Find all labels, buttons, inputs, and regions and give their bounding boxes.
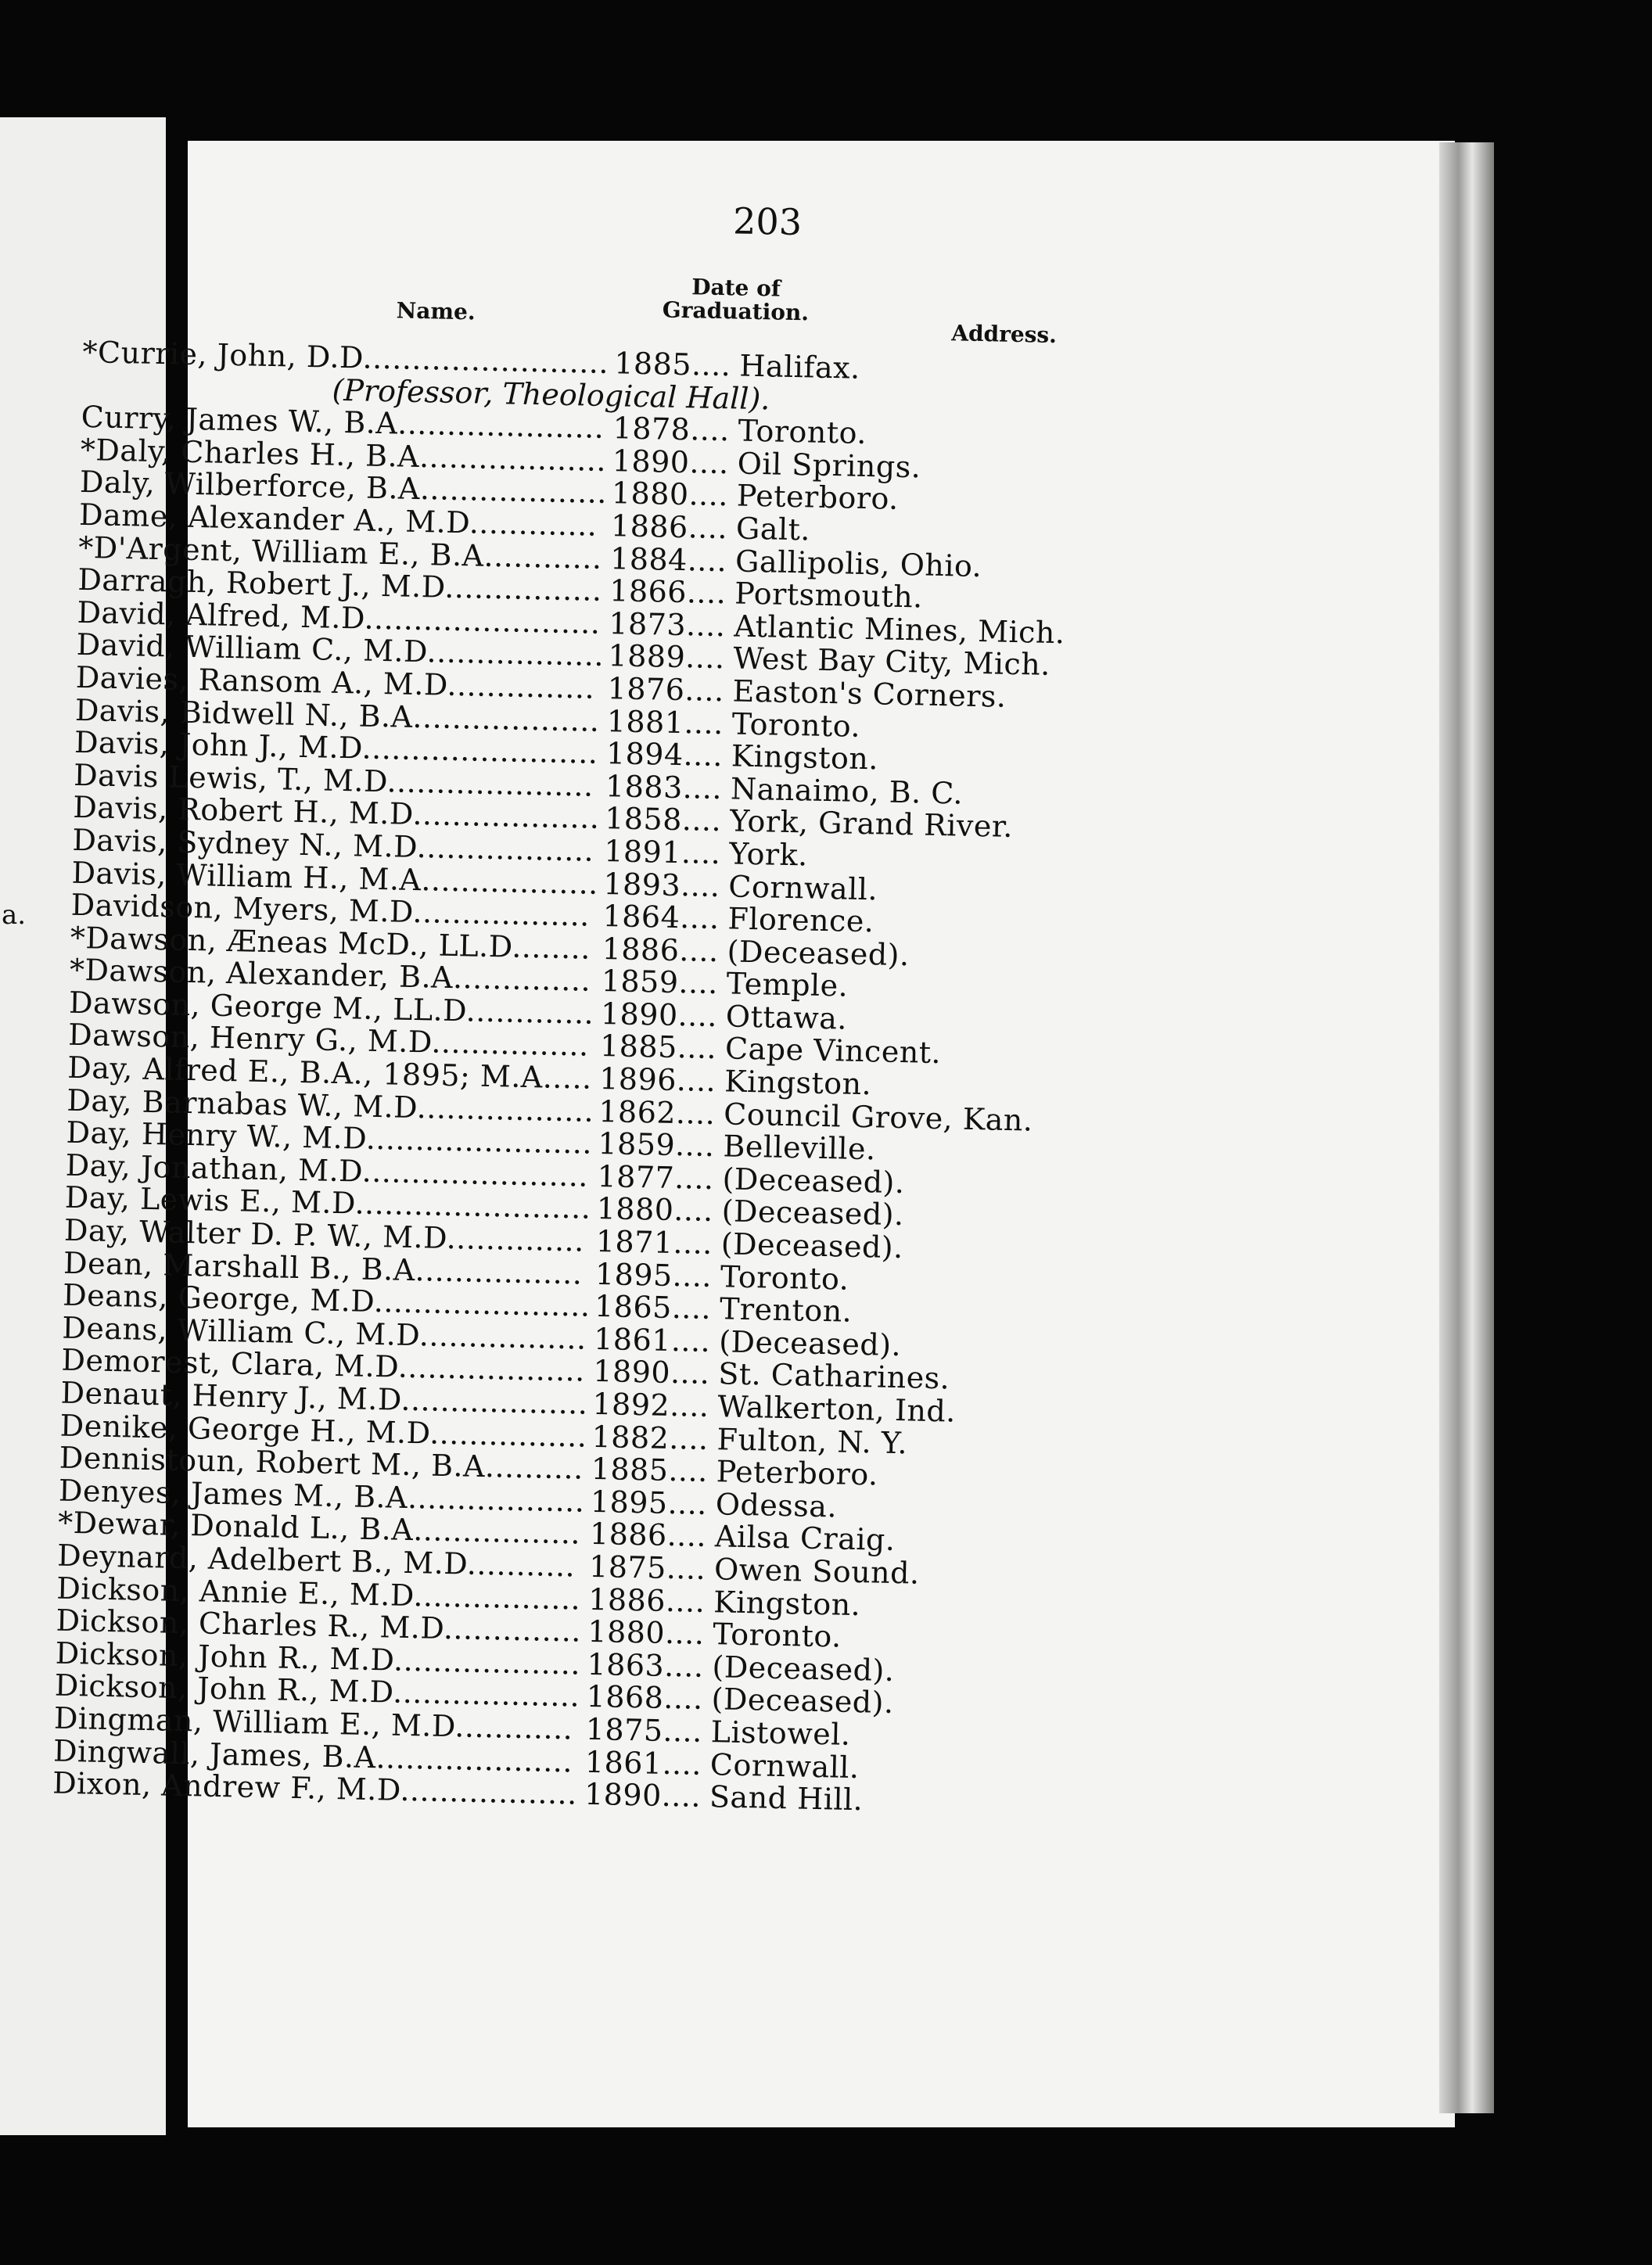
graduate-name: Dickson, Annie E., M.D................. [56, 1570, 581, 1617]
graduate-name: Curry, James W., B.A..................... [81, 400, 605, 446]
graduate-address: Trenton. [719, 1291, 853, 1330]
graduation-year: 1890.... [584, 1776, 702, 1815]
page-number: 203 [732, 199, 803, 244]
graduate-name: *Dewar, Donald L., B.A................. [57, 1506, 581, 1551]
graduate-address: Sand Hill. [709, 1779, 864, 1818]
graduate-name: Denyes, James M., B.A.................. [58, 1473, 585, 1519]
graduate-name: Denike, George H., M.D................ [59, 1408, 587, 1454]
graduation-year: 1858.... [604, 801, 722, 838]
graduation-year: 1862.... [598, 1093, 716, 1131]
graduation-year: 1882.... [591, 1419, 709, 1456]
graduation-year: 1861.... [584, 1744, 702, 1782]
graduation-year: 1871.... [595, 1223, 713, 1262]
date-header-line1: Date of [691, 274, 781, 302]
graduate-name: Dawson, Henry G., M.D................ [67, 1018, 590, 1064]
graduate-address: (Deceased). [721, 1194, 905, 1233]
graduation-year: 1886.... [587, 1581, 706, 1619]
graduation-year: 1881.... [606, 703, 724, 741]
graduate-address: (Deceased). [727, 934, 910, 972]
graduate-address: West Bay City, Mich. [733, 641, 1051, 683]
graduation-year: 1895.... [590, 1484, 708, 1521]
graduate-name: *Daly, Charles H., B.A................... [80, 432, 607, 478]
graduate-address: Kingston. [724, 1064, 872, 1102]
graduate-name: Dawson, George M., LL.D............. [68, 985, 594, 1031]
graduate-name: Dennistoun, Robert M., B.A.......... [59, 1440, 584, 1486]
graduate-name: Day, Walter D. P. W., M.D.............. [63, 1212, 585, 1258]
graduate-address: Florence. [727, 901, 874, 939]
graduate-name: Dixon, Andrew F., M.D.................. [52, 1765, 578, 1811]
graduate-address: (Deceased). [718, 1324, 902, 1362]
graduate-address: Odessa. [715, 1487, 838, 1524]
graduate-name: Deans, George, M.D...................... [62, 1277, 591, 1324]
graduation-year: 1873.... [608, 605, 726, 643]
graduate-address: Council Grove, Kan. [723, 1096, 1033, 1138]
graduate-name: Day, Henry W., M.D....................... [66, 1115, 593, 1161]
graduation-year: 1863.... [587, 1646, 705, 1684]
date-header-line2: Graduation. [662, 296, 810, 326]
graduate-name: Dickson, Charles R., M.D.............. [56, 1603, 582, 1649]
graduation-year: 1892.... [592, 1386, 709, 1424]
graduate-name: Davidson, Myers, M.D.................. [70, 887, 591, 933]
graduate-list [52, 336, 1256, 1825]
graduation-year: 1890.... [612, 443, 730, 481]
graduation-year: 1877.... [597, 1158, 715, 1196]
graduate-address: Kingston. [713, 1584, 861, 1622]
graduation-year: 1861.... [593, 1321, 711, 1359]
graduate-address: Peterboro. [736, 478, 900, 517]
graduate-name: Daly, Wilberforce, B.A................... [79, 465, 608, 511]
graduate-name: David, Alfred, M.D........................ [77, 594, 601, 641]
graduate-address: Atlantic Mines, Mich. [733, 608, 1065, 651]
graduate-name: Davies, Ransom A., M.D............... [75, 659, 595, 705]
graduate-address: Owen Sound. [713, 1552, 921, 1591]
graduation-year: 1883.... [605, 768, 723, 806]
graduate-address: Cornwall. [727, 868, 878, 906]
graduation-year: 1880.... [587, 1613, 705, 1652]
graduate-address: Fulton, N. Y. [716, 1421, 908, 1460]
graduate-name: Davis Lewis, T., M.D..................... [73, 757, 594, 803]
graduation-year: 1896.... [598, 1061, 716, 1099]
graduate-address: Cape Vincent. [724, 1031, 942, 1071]
graduate-name: Dickson, John R., M.D................... [55, 1635, 581, 1682]
graduate-address: Toronto. [738, 413, 867, 451]
graduate-name: Dean, Marshall B., B.A................. [63, 1245, 583, 1291]
graduate-name: Denaut, Henry J., M.D................... [60, 1375, 588, 1421]
graduate-address: Ottawa. [725, 999, 848, 1036]
graduate-address: Easton's Corners. [732, 673, 1007, 714]
graduate-name: Dingman, William E., M.D............ [53, 1700, 573, 1746]
graduate-name: Dingwall, James, B.A.................... [52, 1733, 573, 1779]
graduate-address: (Deceased). [711, 1682, 895, 1721]
graduate-name: Davis, Sydney N., M.D.................. [72, 822, 594, 868]
graduation-year: 1885.... [613, 346, 731, 383]
graduation-year: 1890.... [600, 996, 718, 1034]
graduation-year: 1868.... [586, 1679, 704, 1717]
graduate-address: Galt. [735, 511, 811, 547]
graduate-name: Day, Lewis E., M.D........................ [64, 1180, 591, 1226]
graduation-year: 1875.... [588, 1549, 706, 1586]
graduation-year: 1893.... [603, 866, 720, 903]
graduate-address: (Deceased). [722, 1161, 905, 1201]
graduate-name: Day, Alfred E., B.A., 1895; M.A..... [66, 1050, 593, 1096]
column-header-address: Address. [950, 320, 1058, 349]
graduation-year: 1886.... [589, 1517, 707, 1554]
graduate-address: Gallipolis, Ohio. [734, 544, 982, 583]
graduation-year: 1891.... [603, 833, 721, 871]
graduate-name: *D'Argent, William E., B.A............ [77, 529, 603, 576]
graduation-year: 1866.... [609, 573, 727, 611]
graduation-year: 1875.... [585, 1711, 703, 1749]
graduate-name: Day, Jonathan, M.D....................... [65, 1147, 589, 1194]
graduate-name: Darragh, Robert J., M.D................ [77, 562, 603, 608]
graduation-year: 1878.... [612, 411, 731, 448]
graduate-address: Cornwall. [709, 1746, 860, 1785]
graduate-name: Davis, Robert H., M.D................... [72, 790, 600, 836]
graduate-address: Kingston. [731, 738, 879, 777]
graduate-address: Toronto. [731, 705, 861, 744]
graduate-address: Portsmouth. [734, 576, 924, 615]
graduate-address: (Deceased). [712, 1649, 895, 1688]
graduation-year: 1895.... [594, 1256, 713, 1294]
graduate-address: Nanaimo, B. C. [730, 771, 964, 811]
graduate-address: Ailsa Craig. [714, 1519, 896, 1558]
graduate-address: Peterboro. [716, 1454, 879, 1492]
graduation-year: 1884.... [609, 540, 727, 578]
professor-note-text: (Professor, Theological Hall). [332, 372, 770, 416]
column-header-name: Name. [396, 297, 476, 325]
graduation-year: 1894.... [605, 736, 724, 774]
graduate-address: Listowel. [710, 1714, 852, 1752]
graduation-year: 1880.... [596, 1191, 714, 1229]
graduate-name: Dickson, John R., M.D................... [54, 1667, 580, 1714]
graduate-address: Toronto. [720, 1258, 849, 1297]
graduate-name: *Dawson, Æneas McD., LL.D........ [70, 920, 591, 966]
graduation-year: 1876.... [607, 671, 725, 709]
graduation-year: 1885.... [599, 1028, 717, 1066]
graduate-name: Demorest, Clara, M.D................... [61, 1343, 586, 1389]
graduate-name: Davis, William H., M.A.................. [71, 855, 599, 901]
graduation-year: 1859.... [598, 1126, 715, 1164]
graduate-address: Halifax. [738, 348, 861, 386]
graduate-address: Toronto. [712, 1617, 842, 1654]
column-header-date [663, 275, 810, 325]
graduate-name: Dame, Alexander A., M.D............. [78, 497, 598, 543]
graduate-address: (Deceased). [720, 1226, 904, 1265]
graduate-address: Oil Springs. [737, 446, 921, 485]
graduation-year: 1859.... [601, 964, 719, 1001]
graduate-address: York. [728, 836, 809, 873]
graduate-name: Deans, William C., M.D................. [61, 1310, 587, 1356]
graduation-year: 1889.... [608, 638, 726, 676]
graduate-name: *Currie, John, D.D......................... [82, 334, 609, 381]
graduation-year: 1864.... [602, 899, 720, 936]
graduation-year: 1886.... [610, 508, 728, 546]
graduate-address: York, Grand River. [729, 803, 1014, 845]
left-page-fragment: a. [2, 899, 27, 931]
page-stack-edge [1439, 142, 1494, 2113]
graduate-name: Davis, John J., M.D........................ [74, 724, 598, 770]
graduate-name: Day, Barnabas W., M.D.................. [66, 1082, 594, 1129]
graduate-address: Belleville. [723, 1129, 877, 1167]
graduation-year: 1886.... [602, 931, 720, 968]
graduation-year: 1890.... [592, 1354, 710, 1391]
graduation-year: 1885.... [591, 1452, 709, 1489]
graduate-name: David, William C., M.D.................. [76, 627, 605, 673]
graduate-address: Temple. [726, 966, 849, 1003]
graduation-year: 1880.... [611, 476, 729, 513]
graduate-name: *Dawson, Alexander, B.A.............. [69, 953, 591, 999]
graduate-address: St. Catharines. [717, 1356, 950, 1396]
graduate-name: Deynard, Adelbert B., M.D........... [56, 1538, 576, 1584]
graduation-year: 1865.... [594, 1289, 712, 1326]
graduate-name: Davis, Bidwell N., B.A................... [74, 692, 601, 738]
graduate-address: Walkerton, Ind. [717, 1389, 957, 1429]
